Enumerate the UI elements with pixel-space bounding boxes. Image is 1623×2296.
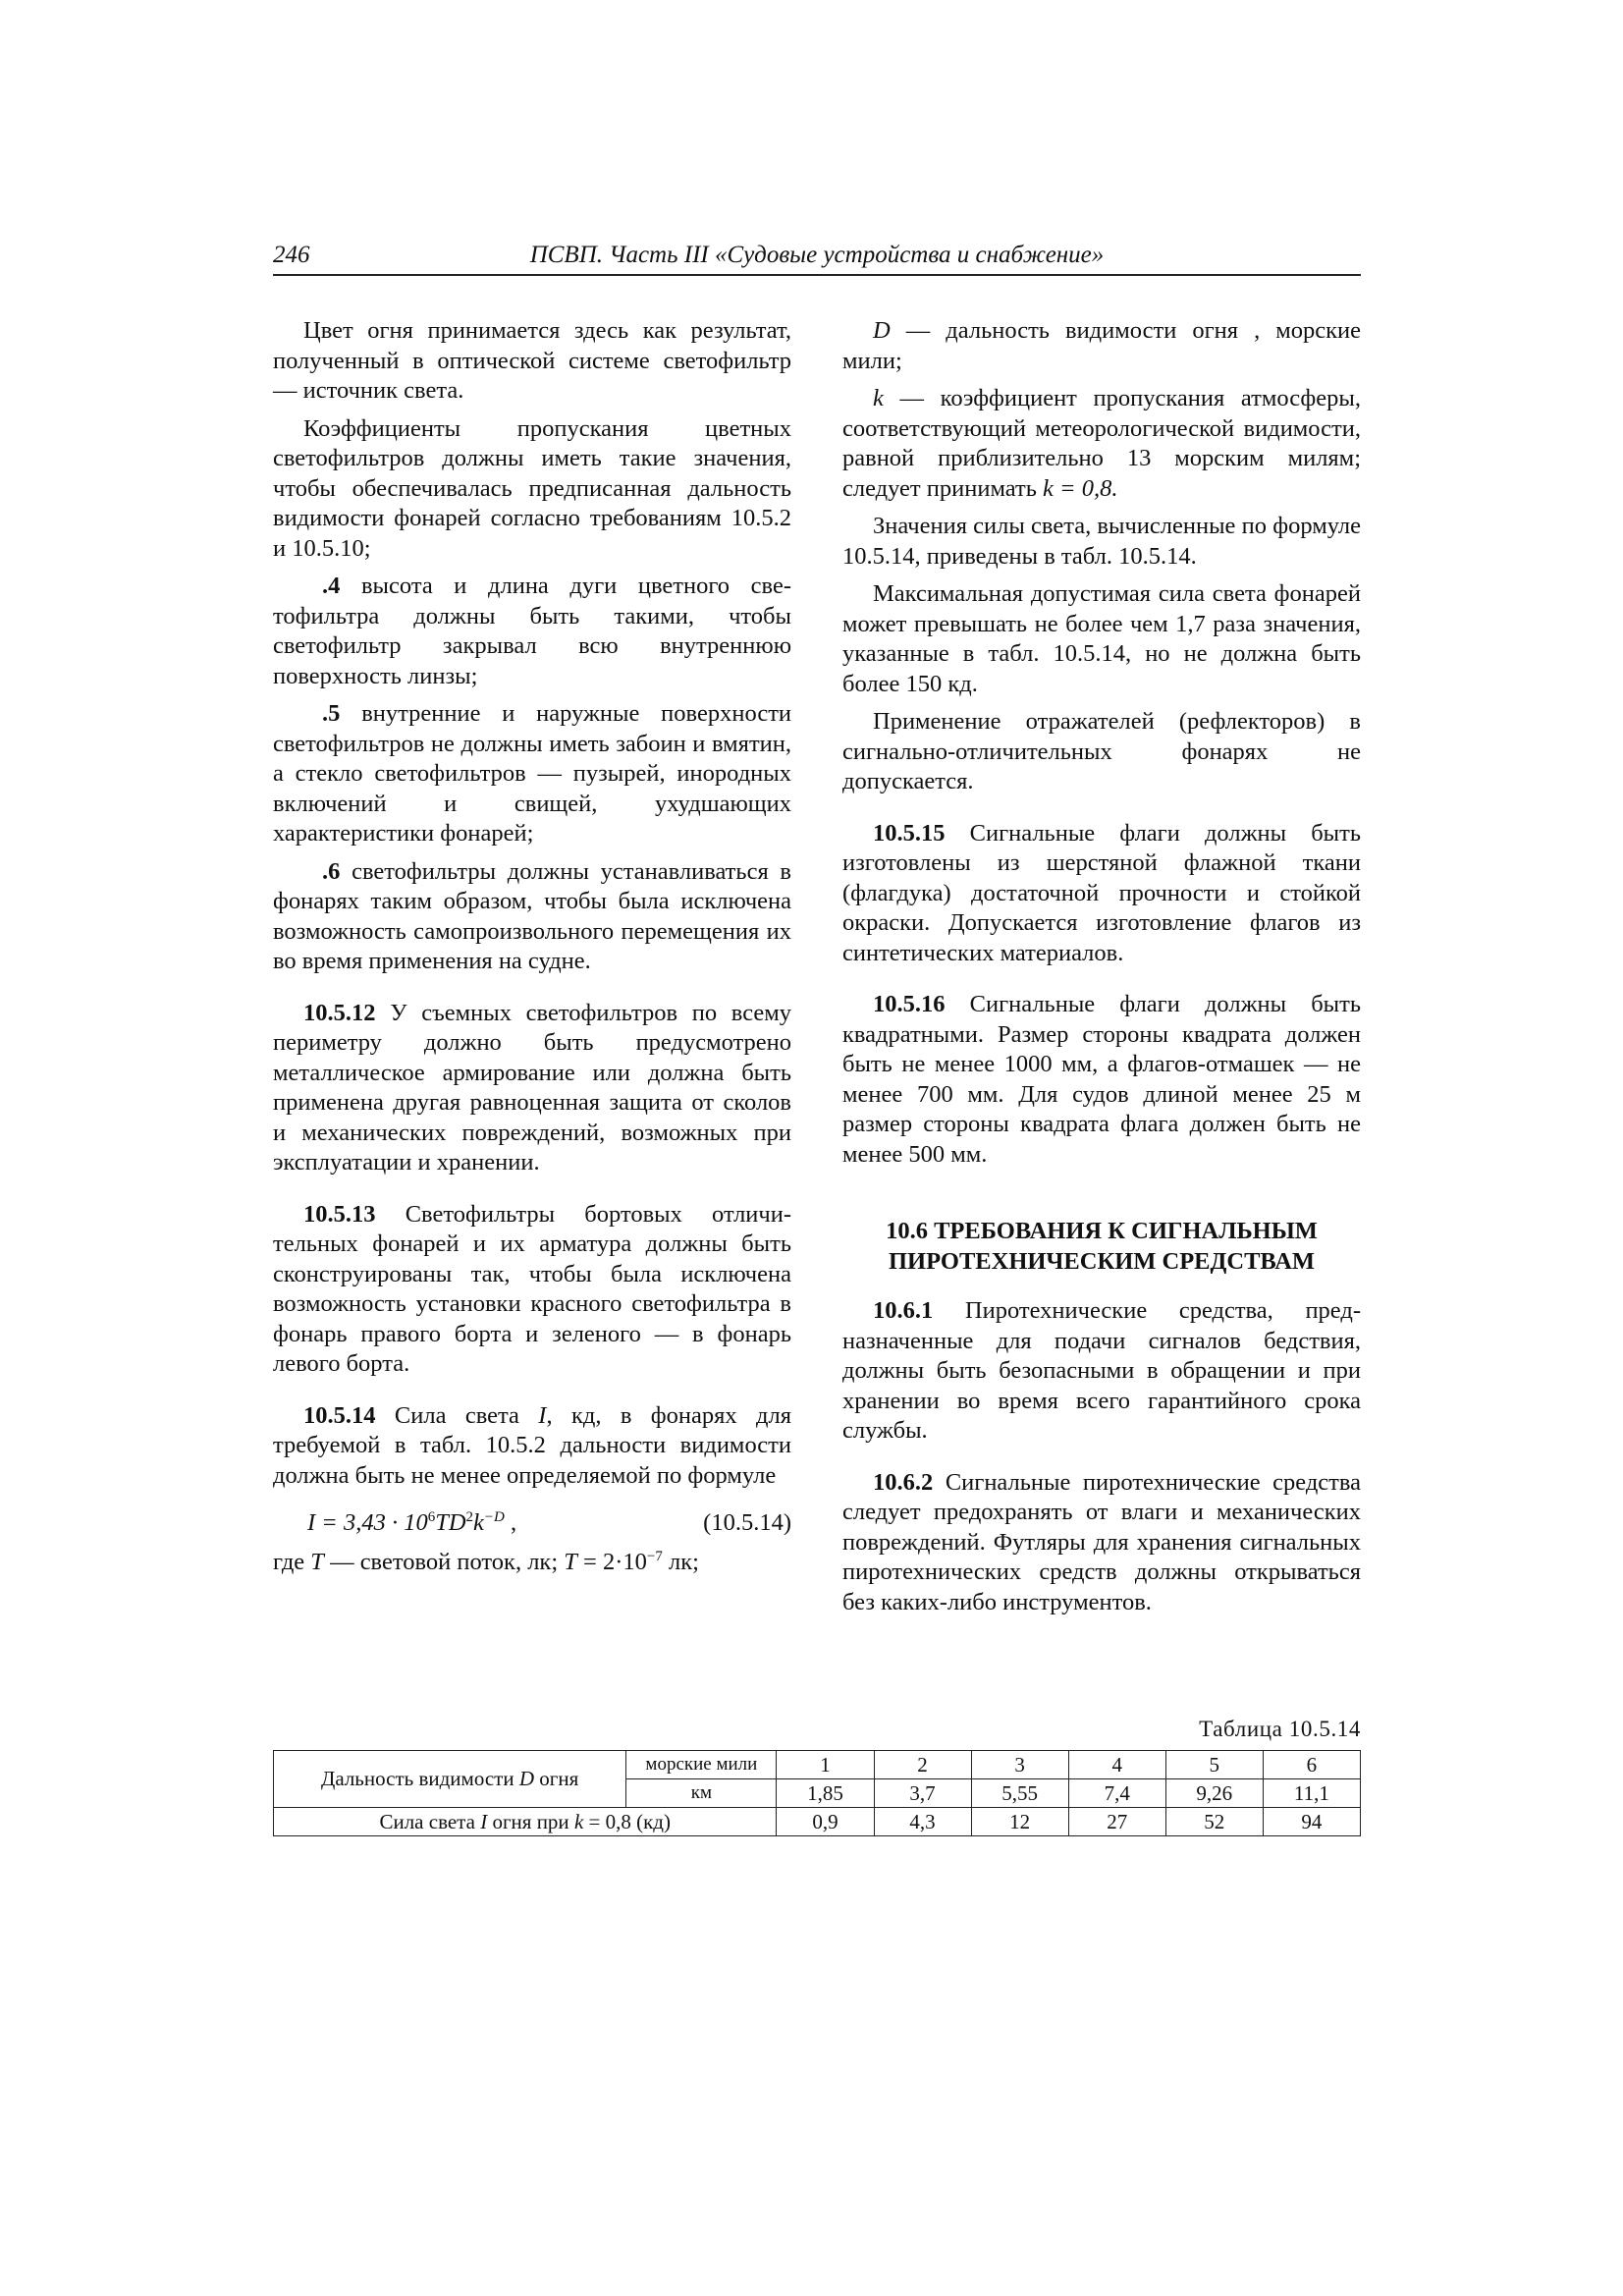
formula-where: где T — световой поток, лк; $T = 2\cdot 10^{-7}$ лк; [273, 1548, 699, 1575]
clause-number: 10.5.15 [873, 819, 946, 847]
table-row [274, 1808, 1361, 1836]
table-cell: 11,1 [1263, 1779, 1360, 1808]
formula-expression: $I = 3,43 \cdot 10^6TD^2k^{-D}$ , [307, 1508, 517, 1536]
table-cell: 5,55 [971, 1779, 1068, 1808]
table-cell: 52 [1165, 1808, 1263, 1836]
table-cell: 7,4 [1068, 1779, 1165, 1808]
table-cell: 94 [1263, 1808, 1360, 1836]
section-heading: 10.6 ТРЕБОВАНИЯ К СИГНАЛЬНЫМ ПИРОТЕХНИЧЕСКИМ СРЕДСТВАМ [886, 1218, 1318, 1275]
table-cell: 3,7 [874, 1779, 971, 1808]
clause-number: 10.5.12 [303, 999, 376, 1026]
table-cell: 3 [971, 1751, 1068, 1779]
table-cell: 4 [1068, 1751, 1165, 1779]
clause-text: Сигнальные флаги должны быть изготовлены из шерстяной флажной ткани (флагдука) достаточной прочности и стойкой окраски. Допускается изготовление флагов из синтетических материалов. [842, 819, 1361, 966]
list-item-5 [273, 699, 791, 849]
item-number: .4 [322, 573, 341, 599]
table-cell: 2 [874, 1751, 971, 1779]
definition-k: k — коэффициент пропускания атмосферы, соответствующий метеорологической видимости, равной приблизительно 13 морским милям; следует принимать k = 0,8. [842, 385, 1362, 502]
formula-10-5-14 [273, 1508, 791, 1542]
clause-number: 10.5.16 [873, 991, 946, 1017]
paragraph: Применение отражателей (рефлекторов) в сигнально-отличительных фонарях не допускается. [842, 708, 1361, 794]
item-number: .5 [322, 700, 341, 727]
clause-number: 10.5.14 [303, 1401, 376, 1429]
left-column [273, 316, 791, 1586]
table-caption: Таблица 10.5.14 [1199, 1717, 1361, 1741]
table-cell: 12 [971, 1808, 1068, 1836]
table-cell: 27 [1068, 1808, 1165, 1836]
item-text: высота и длина дуги цветного светофильтра должны быть такими, чтобы светофильтр закрывал всю внутреннюю поверхность линзы; [273, 573, 792, 689]
paragraph: Цвет огня принимается здесь как результат, полученный в оптической системе светофильтр — источник света. [273, 317, 791, 404]
table-cell: 5 [1165, 1751, 1263, 1779]
row-label-intensity: Сила света I огня при k = 0,8 (кд) [274, 1808, 777, 1836]
table-cell: 0,9 [777, 1808, 874, 1836]
item-text: светофильтры должны устанавливаться в фонарях таким образом, чтобы была исключена возможность самопроизвольного перемещения их во время применения на судне. [273, 857, 791, 974]
row-label-distance: Дальность видимости D огня [274, 1751, 626, 1808]
clause-10-5-14: 10.5.14 Сила света I, кд, в фонарях для требуемой в табл. 10.5.2 дальности видимости должна быть не менее определяемой по формуле [273, 1401, 792, 1489]
table-cell: 4,3 [874, 1808, 971, 1836]
clause-10-6-1 [842, 1296, 1361, 1447]
data-table [273, 1750, 1361, 1836]
paragraph: Значения силы света, вычисленные по формуле 10.5.14, приведены в табл. 10.5.14. [842, 513, 1361, 570]
item-text: внутренние и наружные поверхности светофильтров не должны иметь забоин и вмятин, а стекло светофильтров — пузырей, инородных включений и свищей, ухудшающих характеристики фонарей; [273, 700, 792, 847]
clause-10-5-12 [273, 999, 791, 1178]
clause-10-5-16 [842, 990, 1361, 1170]
unit-km: км [626, 1779, 777, 1808]
clause-text: Светофильтры бортовых отличительных фонарей и их арматура должны быть сконструированы так, чтобы была исключена возможность установки красного светофильтра в фонарь правого борта и зеленого — в фонарь левого борта. [273, 1200, 792, 1377]
right-column [842, 316, 1361, 1625]
table-cell: 6 [1263, 1751, 1360, 1779]
clause-text: Пиротехнические средства, предназначенные для подачи сигналов бедствия, должны быть безопасными в обращении и при хранении во время всего гарантийного срока службы. [842, 1297, 1361, 1444]
item-number: .6 [322, 857, 341, 885]
list-item-4 [273, 572, 791, 691]
formula-number: (10.5.14) [703, 1509, 791, 1536]
clause-number: 10.5.13 [303, 1200, 376, 1228]
clause-text: У съемных светофильтров по всему периметру должно быть предусмотрено металлическое армирование или должна быть применена другая равноценная защита от сколов и механических повреждений, возможных при эксплуатации и хранении. [273, 999, 792, 1175]
clause-number: 10.6.1 [873, 1297, 934, 1324]
page-header [273, 239, 1361, 276]
clause-10-5-13 [273, 1200, 791, 1380]
clause-10-6-2 [842, 1468, 1361, 1618]
table-cell: 1,85 [777, 1779, 874, 1808]
clause-text: Сигнальные пиротехнические средства следует предохранять от влаги и механических повреждений. Футляры для хранения сигнальных пиротехнических средств должны открываться без каких-либо инструментов. [842, 1468, 1362, 1615]
list-item-6 [273, 857, 791, 977]
clause-number: 10.6.2 [873, 1468, 934, 1496]
paragraph: Коэффициенты пропускания цветных светофильтров должны иметь такие значения, чтобы обеспечивалась предписанная дальность видимости фонарей согласно требованиям 10.5.2 и 10.5.10; [273, 414, 791, 562]
table-cell: 1 [777, 1751, 874, 1779]
table-cell: 9,26 [1165, 1779, 1263, 1808]
clause-text: Сигнальные флаги должны быть квадратными. Размер стороны квадрата должен быть не менее 1000 мм, а флагов-отмашек — не менее 700 мм. Для судов длиной менее 25 м размер стороны квадрата флага должен быть не менее 500 мм. [842, 991, 1361, 1168]
running-title: ПСВП. Часть III «Судовые устройства и снабжение» [529, 242, 1105, 268]
page-number: 246 [273, 242, 310, 268]
unit-nautical-miles: морские мили [626, 1751, 777, 1779]
table-row [274, 1751, 1361, 1779]
paragraph: Максимальная допустимая сила света фонарей может превышать не более чем 1,7 раза значения, указанные в табл. 10.5.14, но не должна быть более 150 кд. [842, 580, 1361, 697]
clause-10-5-15 [842, 819, 1361, 969]
definition-d: D — дальность видимости огня , морские мили; [842, 317, 1361, 374]
